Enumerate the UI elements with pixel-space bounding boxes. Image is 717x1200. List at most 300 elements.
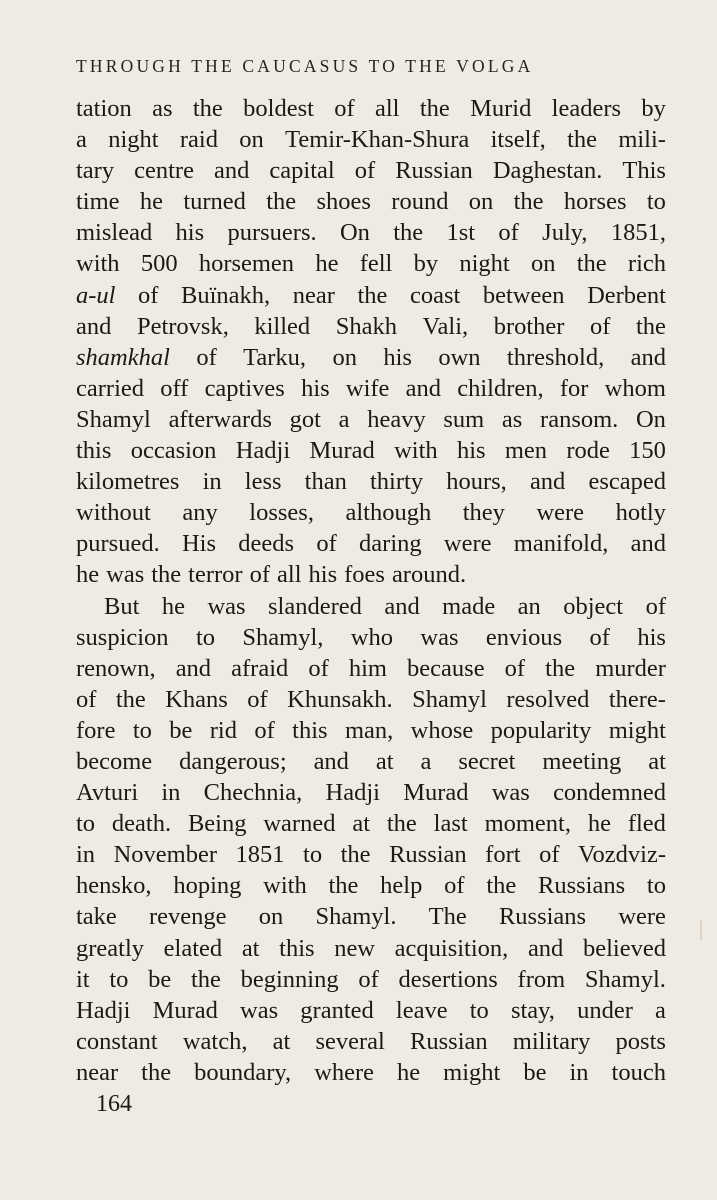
word: deeds <box>238 530 295 558</box>
word: a <box>420 747 432 775</box>
word: Shamyl <box>76 405 151 433</box>
word: fore <box>76 716 116 744</box>
word: any <box>182 499 218 527</box>
word: help <box>380 872 423 900</box>
word: round <box>391 188 449 216</box>
word: object <box>563 592 624 620</box>
word: pursued. <box>76 530 160 558</box>
word: his <box>175 219 205 247</box>
word: of <box>504 654 526 682</box>
word: Avturi <box>76 779 139 807</box>
word: meeting <box>542 747 622 775</box>
word: touch <box>611 1058 666 1086</box>
word: of <box>308 654 329 682</box>
word: and <box>214 157 250 185</box>
word: elated <box>163 934 223 962</box>
text-line <box>76 528 666 559</box>
word: rid <box>209 716 237 744</box>
word: Shamyl. <box>315 903 397 931</box>
word: on <box>332 343 357 371</box>
word: around. <box>391 561 467 589</box>
word: children, <box>457 374 544 402</box>
word: a <box>655 996 666 1024</box>
word: a <box>76 126 87 154</box>
word: for <box>559 374 589 402</box>
word: carried <box>76 374 144 402</box>
word: thirty <box>369 468 424 496</box>
word: fell <box>359 250 393 278</box>
word: of <box>589 623 610 651</box>
word: moment, <box>484 810 571 838</box>
word: Murad <box>403 779 469 807</box>
text-line <box>76 342 666 373</box>
word: the <box>513 188 544 216</box>
text-line <box>76 684 666 715</box>
word: might <box>443 1058 501 1086</box>
word: the <box>151 561 182 589</box>
word: near <box>76 1058 119 1086</box>
word: Russians <box>498 903 587 931</box>
word: Murad <box>152 996 218 1024</box>
word: Derbent <box>587 281 666 309</box>
word: secret <box>458 747 516 775</box>
word: mili- <box>618 126 666 154</box>
text-line <box>76 1026 666 1057</box>
word: acquisition, <box>394 934 509 962</box>
word: on <box>239 126 264 154</box>
word: of <box>354 157 376 185</box>
word: and <box>527 934 564 962</box>
word: the <box>393 219 424 247</box>
word: slandered <box>268 592 362 620</box>
word: believed <box>582 934 666 962</box>
word: But <box>104 592 140 620</box>
text-line <box>76 373 666 404</box>
word: fort <box>485 841 521 869</box>
word: without <box>76 499 151 527</box>
word: with <box>263 872 307 900</box>
word: the <box>545 654 576 682</box>
word: the <box>340 841 371 869</box>
word: and <box>630 343 666 371</box>
word: the <box>190 965 221 993</box>
word: Tarku, <box>243 343 307 371</box>
word: because <box>407 654 485 682</box>
word: by <box>641 95 666 122</box>
word: off <box>160 374 189 402</box>
word: on <box>258 903 284 931</box>
word: be <box>148 965 172 993</box>
text-line <box>76 653 666 684</box>
word: was <box>106 561 145 589</box>
text-line <box>76 248 666 279</box>
word: his <box>301 374 330 402</box>
word: watch, <box>182 1027 248 1055</box>
word: night <box>459 250 510 278</box>
word: it <box>76 965 90 993</box>
word: this <box>76 437 112 465</box>
word: Vali, <box>422 312 469 340</box>
word: beginning <box>240 965 339 993</box>
word: the <box>192 95 223 122</box>
word: posts <box>615 1027 666 1055</box>
word: an <box>517 592 541 620</box>
word: to <box>646 188 666 216</box>
word: terror <box>188 561 243 589</box>
word: with <box>394 437 438 465</box>
word: of <box>76 685 97 713</box>
word: Murad <box>309 437 375 465</box>
word: at <box>648 747 666 775</box>
word: 1851 <box>235 841 285 869</box>
word: the <box>266 188 297 216</box>
word: resolved <box>506 685 590 713</box>
word: November <box>113 841 217 869</box>
word: Russian <box>389 841 467 869</box>
text-line <box>76 155 666 186</box>
word: were <box>536 499 585 527</box>
text-line <box>76 311 666 342</box>
word: of <box>334 95 355 122</box>
word: death. <box>111 810 172 838</box>
word: Temir-Khan-Shura <box>285 126 470 154</box>
word: His <box>181 530 217 558</box>
word: several <box>315 1027 385 1055</box>
word: of <box>249 561 271 589</box>
word: of <box>444 872 465 900</box>
word: horses <box>563 188 627 216</box>
word: his <box>637 623 666 651</box>
word: he <box>397 1058 421 1086</box>
body-text <box>76 93 666 1088</box>
word: of <box>316 530 337 558</box>
text-line <box>76 466 666 497</box>
word: in <box>202 468 222 496</box>
word: and <box>405 374 442 402</box>
word: of <box>498 219 519 247</box>
text-line <box>76 435 666 466</box>
italic-word: a-ul <box>76 281 116 309</box>
word: might <box>608 716 666 744</box>
word: fled <box>627 810 666 838</box>
text-line <box>76 777 666 808</box>
word: was <box>420 623 459 651</box>
word: in <box>569 1058 589 1086</box>
word: and <box>175 654 212 682</box>
word: turned <box>183 188 246 216</box>
word: the <box>141 1058 172 1086</box>
word: murder <box>595 654 666 682</box>
word: of <box>358 965 379 993</box>
word: become <box>76 747 153 775</box>
word: night <box>108 126 159 154</box>
word: dangerous; <box>179 747 287 775</box>
text-line <box>76 93 666 124</box>
word: foes <box>344 561 385 589</box>
word: hotly <box>615 499 666 527</box>
word: at <box>375 747 394 775</box>
italic-word: shamkhal <box>76 343 170 371</box>
word: of <box>196 343 217 371</box>
text-line <box>76 591 666 622</box>
word: threshold, <box>506 343 605 371</box>
word: envious <box>485 623 563 651</box>
word: Shamyl, <box>242 623 324 651</box>
word: were <box>618 903 666 931</box>
word: whom <box>604 374 666 402</box>
text-line <box>76 124 666 155</box>
word: heavy <box>367 405 426 433</box>
word: suspicion <box>76 623 169 651</box>
text-line <box>76 808 666 839</box>
word: leaders <box>551 95 622 122</box>
text-line <box>76 217 666 248</box>
word: to <box>132 716 152 744</box>
text-line <box>76 870 666 901</box>
word: of <box>247 685 268 713</box>
word: mislead <box>76 219 153 247</box>
word: escaped <box>588 468 666 496</box>
word: near <box>292 281 335 309</box>
word: Russian <box>410 1027 488 1055</box>
word: the <box>386 810 417 838</box>
word: Daghestan. <box>492 157 603 185</box>
word: less <box>244 468 282 496</box>
word: this <box>279 934 315 962</box>
word: the <box>486 872 517 900</box>
word: pursuers. <box>227 219 317 247</box>
word: was <box>240 996 279 1024</box>
word: of <box>138 281 159 309</box>
word: occasion <box>130 437 217 465</box>
word: revenge <box>149 903 227 931</box>
word: afterwards <box>168 405 272 433</box>
word: leave <box>395 996 448 1024</box>
word: Khans <box>165 685 228 713</box>
word: manifold, <box>513 530 609 558</box>
word: stay, <box>510 996 555 1024</box>
word: afraid <box>231 654 289 682</box>
word: centre <box>134 157 194 185</box>
text-line <box>76 280 666 311</box>
word: by <box>413 250 439 278</box>
word: who <box>350 623 393 651</box>
word: raid <box>179 126 218 154</box>
word: Being <box>187 810 247 838</box>
word: in <box>76 841 96 869</box>
word: Chechnia, <box>203 779 303 807</box>
word: Buïnakh, <box>181 281 271 309</box>
word: his <box>383 343 412 371</box>
word: sum <box>443 405 485 433</box>
word: ransom. <box>540 405 619 433</box>
word: a <box>338 405 350 433</box>
word: from <box>517 965 566 993</box>
word: tation <box>76 95 132 122</box>
word: tary <box>76 157 115 185</box>
word: and <box>630 530 666 558</box>
word: hours, <box>446 468 507 496</box>
word: as <box>501 405 523 433</box>
word: and <box>529 468 566 496</box>
word: the <box>567 126 597 154</box>
word: take <box>76 903 117 931</box>
word: although <box>345 499 432 527</box>
word: the <box>115 685 146 713</box>
word: losses, <box>249 499 314 527</box>
word: this <box>292 716 328 744</box>
word: killed <box>254 312 311 340</box>
word: in <box>161 779 181 807</box>
word: than <box>304 468 347 496</box>
word: Shakh <box>335 312 397 340</box>
word: 500 <box>140 250 178 278</box>
word: be <box>169 716 193 744</box>
word: him <box>348 654 387 682</box>
word: Petrovsk, <box>136 312 229 340</box>
word: there- <box>608 685 666 713</box>
word: brother <box>493 312 565 340</box>
word: This <box>622 157 666 185</box>
word: Shamyl. <box>584 965 666 993</box>
word: at <box>241 934 260 962</box>
word: On <box>635 405 666 433</box>
word: of <box>254 716 275 744</box>
word: he <box>315 250 339 278</box>
word: to <box>109 965 129 993</box>
word: Vozdviz- <box>578 841 666 869</box>
word: desertions <box>398 965 498 993</box>
word: his <box>308 561 338 589</box>
word: the <box>636 312 666 340</box>
word: to <box>469 996 489 1024</box>
word: were <box>443 530 492 558</box>
word: boldest <box>243 95 314 122</box>
word: hoping <box>173 872 242 900</box>
text-line <box>76 404 666 435</box>
word: popularity <box>490 716 592 744</box>
word: 150 <box>629 437 666 465</box>
text-line <box>76 1057 666 1088</box>
word: kilometres <box>76 468 180 496</box>
word: where <box>314 1058 375 1086</box>
word: Hadji <box>235 437 291 465</box>
word: own <box>438 343 481 371</box>
word: itself, <box>490 126 546 154</box>
word: men <box>504 437 548 465</box>
text-line <box>76 559 666 590</box>
word: between <box>482 281 565 309</box>
word: Hadji <box>325 779 380 807</box>
word: to <box>195 623 216 651</box>
word: Russians <box>538 872 626 900</box>
word: renown, <box>76 654 156 682</box>
word: they <box>462 499 505 527</box>
word: 1851, <box>610 219 666 247</box>
word: the <box>576 250 607 278</box>
word: under <box>577 996 633 1024</box>
word: time <box>76 188 120 216</box>
word: and <box>313 747 349 775</box>
word: at <box>272 1027 291 1055</box>
page-number: 164 <box>96 1091 132 1117</box>
word: On <box>339 219 370 247</box>
word: with <box>76 250 120 278</box>
word: The <box>428 903 467 931</box>
word: shoes <box>316 188 371 216</box>
word: he <box>76 561 100 589</box>
word: at <box>352 810 371 838</box>
word: constant <box>76 1027 158 1055</box>
word: last <box>433 810 468 838</box>
word: he <box>139 188 163 216</box>
word: his <box>456 437 486 465</box>
word: as <box>152 95 173 122</box>
word: and <box>384 592 420 620</box>
word: coast <box>409 281 461 309</box>
word: new <box>334 934 376 962</box>
word: captives <box>204 374 285 402</box>
word: of <box>590 312 611 340</box>
text-line <box>76 901 666 932</box>
word: the <box>419 95 450 122</box>
word: July, <box>542 219 588 247</box>
text-line <box>76 933 666 964</box>
word: the <box>357 281 388 309</box>
text-line <box>76 622 666 653</box>
word: and <box>76 312 112 340</box>
word: man, <box>344 716 394 744</box>
running-head: THROUGH THE CAUCASUS TO THE VOLGA <box>76 56 534 76</box>
word: Russian <box>395 157 473 185</box>
word: 1st <box>446 219 476 247</box>
word: rode <box>566 437 610 465</box>
word: warned <box>263 810 336 838</box>
word: condemned <box>553 779 666 807</box>
word: to <box>646 872 666 900</box>
word: all <box>375 95 400 122</box>
word: hensko, <box>76 872 152 900</box>
word: on <box>530 250 556 278</box>
text-line <box>76 746 666 777</box>
text-line <box>76 964 666 995</box>
text-line <box>76 186 666 217</box>
word: whose <box>410 716 474 744</box>
word: daring <box>359 530 422 558</box>
word: horsemen <box>198 250 295 278</box>
text-line <box>76 715 666 746</box>
word: he <box>161 592 185 620</box>
word: be <box>523 1058 547 1086</box>
page-edge-mark <box>700 920 702 940</box>
word: to <box>303 841 323 869</box>
word: Murid <box>470 95 532 122</box>
text-line <box>76 497 666 528</box>
word: made <box>442 592 496 620</box>
word: to <box>76 810 96 838</box>
word: of <box>539 841 560 869</box>
word: Shamyl <box>412 685 487 713</box>
word: rich <box>627 250 666 278</box>
word: wife <box>345 374 390 402</box>
word: of <box>645 592 666 620</box>
word: boundary, <box>194 1058 292 1086</box>
word: got <box>289 405 321 433</box>
word: capital <box>269 157 335 185</box>
word: the <box>328 872 359 900</box>
word: military <box>512 1027 591 1055</box>
word: all <box>277 561 302 589</box>
